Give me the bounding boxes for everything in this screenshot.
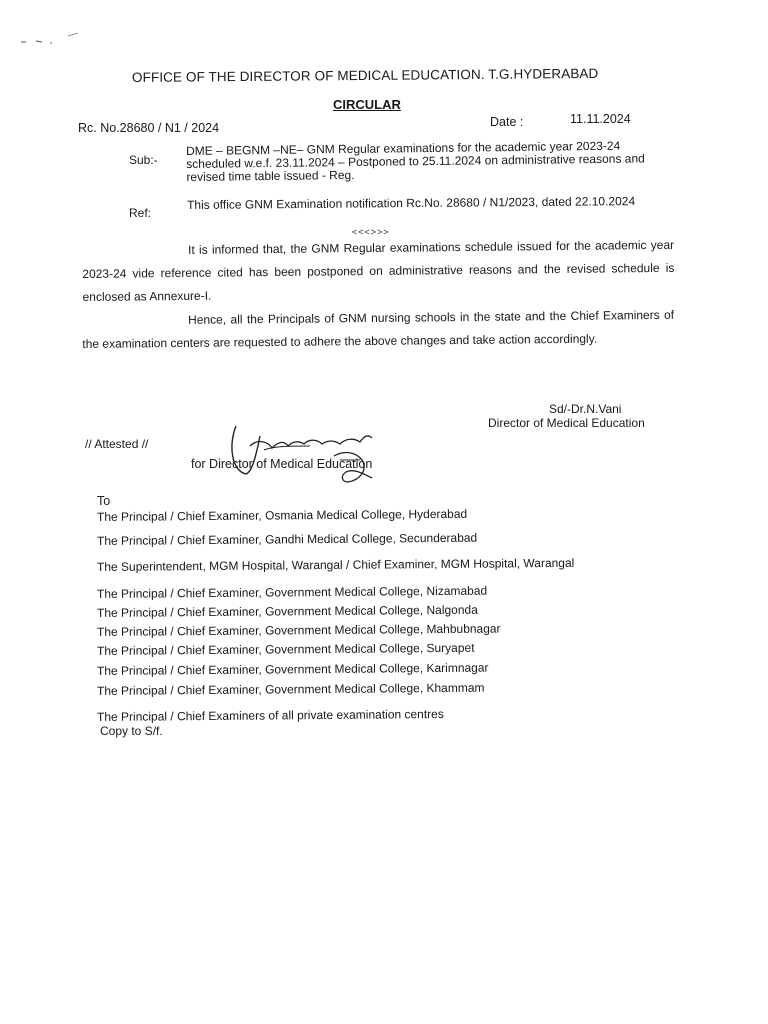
attested-label: // Attested // [85, 437, 149, 451]
separator-mark: <<<>>> [352, 227, 390, 237]
reference-label: Ref: [129, 206, 152, 220]
body-paragraph-1 [82, 234, 675, 309]
signatory-name: Sd/-Dr.N.Vani [549, 402, 622, 416]
recipient-item: The Principal / Chief Examiner, Government Medical College, Khammam [96, 680, 485, 698]
subject-text: DME – BEGNM –NE– GNM Regular examinations for the academic year 2023-24 scheduled w.e.f. 23.11.2024 – Postponed to 25.11.2024 on administrative reasons and revised time table issued - Reg. [185, 138, 645, 184]
to-label: To [97, 494, 111, 508]
office-heading: OFFICE OF THE DIRECTOR OF MEDICAL EDUCATION. T.G.HYDERABAD [131, 65, 599, 85]
recipient-item: The Principal / Chief Examiner, Government Medical College, Nalgonda [96, 602, 478, 620]
signatory-title: Director of Medical Education [488, 416, 645, 430]
reference-text: This office GNM Examination notification Rc.No. 28680 / N1/2023, dated 22.10.2024 [186, 194, 636, 212]
body-paragraph-2-text: Hence, all the Principals of GNM nursing schools in the state and the Chief Examiners of the examination centers are requested to adhere the above changes and take action accordingly. [82, 307, 675, 351]
body-paragraph-2 [82, 304, 674, 356]
date-label: Date : [490, 115, 524, 129]
subject-label: Sub:- [129, 153, 158, 167]
recipient-item: The Principal / Chief Examiner, Government Medical College, Nizamabad [96, 583, 488, 601]
recipient-item: The Principal / Chief Examiner, Government Medical College, Karimnagar [96, 660, 489, 678]
scan-specks [20, 30, 90, 50]
recipient-item: The Principal / Chief Examiner, Government Medical College, Mahbubnagar [96, 621, 501, 639]
recipient-item: The Principal / Chief Examiner, Gandhi Medical College, Secunderabad [96, 530, 478, 548]
circular-title: CIRCULAR [333, 97, 401, 112]
reference-number: Rc. No.28680 / N1 / 2024 [78, 121, 220, 135]
body-paragraph-1-text: It is informed that, the GNM Regular examinations schedule issued for the academic year 2023-24 vide reference cited has been postponed on administrative reasons and the revised schedule is enclosed as Annexure-I. [82, 237, 675, 304]
for-director-label: for Director of Medical Education [191, 457, 373, 471]
recipient-item: The Principal / Chief Examiners of all private examination centres [96, 706, 444, 724]
recipient-item: The Principal / Chief Examiner, Osmania Medical College, Hyderabad [96, 506, 468, 524]
copy-to-label: Copy to S/f. [100, 724, 163, 738]
recipient-item: The Superintendent, MGM Hospital, Warangal / Chief Examiner, MGM Hospital, Warangal [96, 555, 575, 574]
recipient-item: The Principal / Chief Examiner, Government Medical College, Suryapet [96, 640, 475, 658]
handwritten-signature [222, 416, 392, 496]
date-value: 11.11.2024 [570, 112, 631, 126]
